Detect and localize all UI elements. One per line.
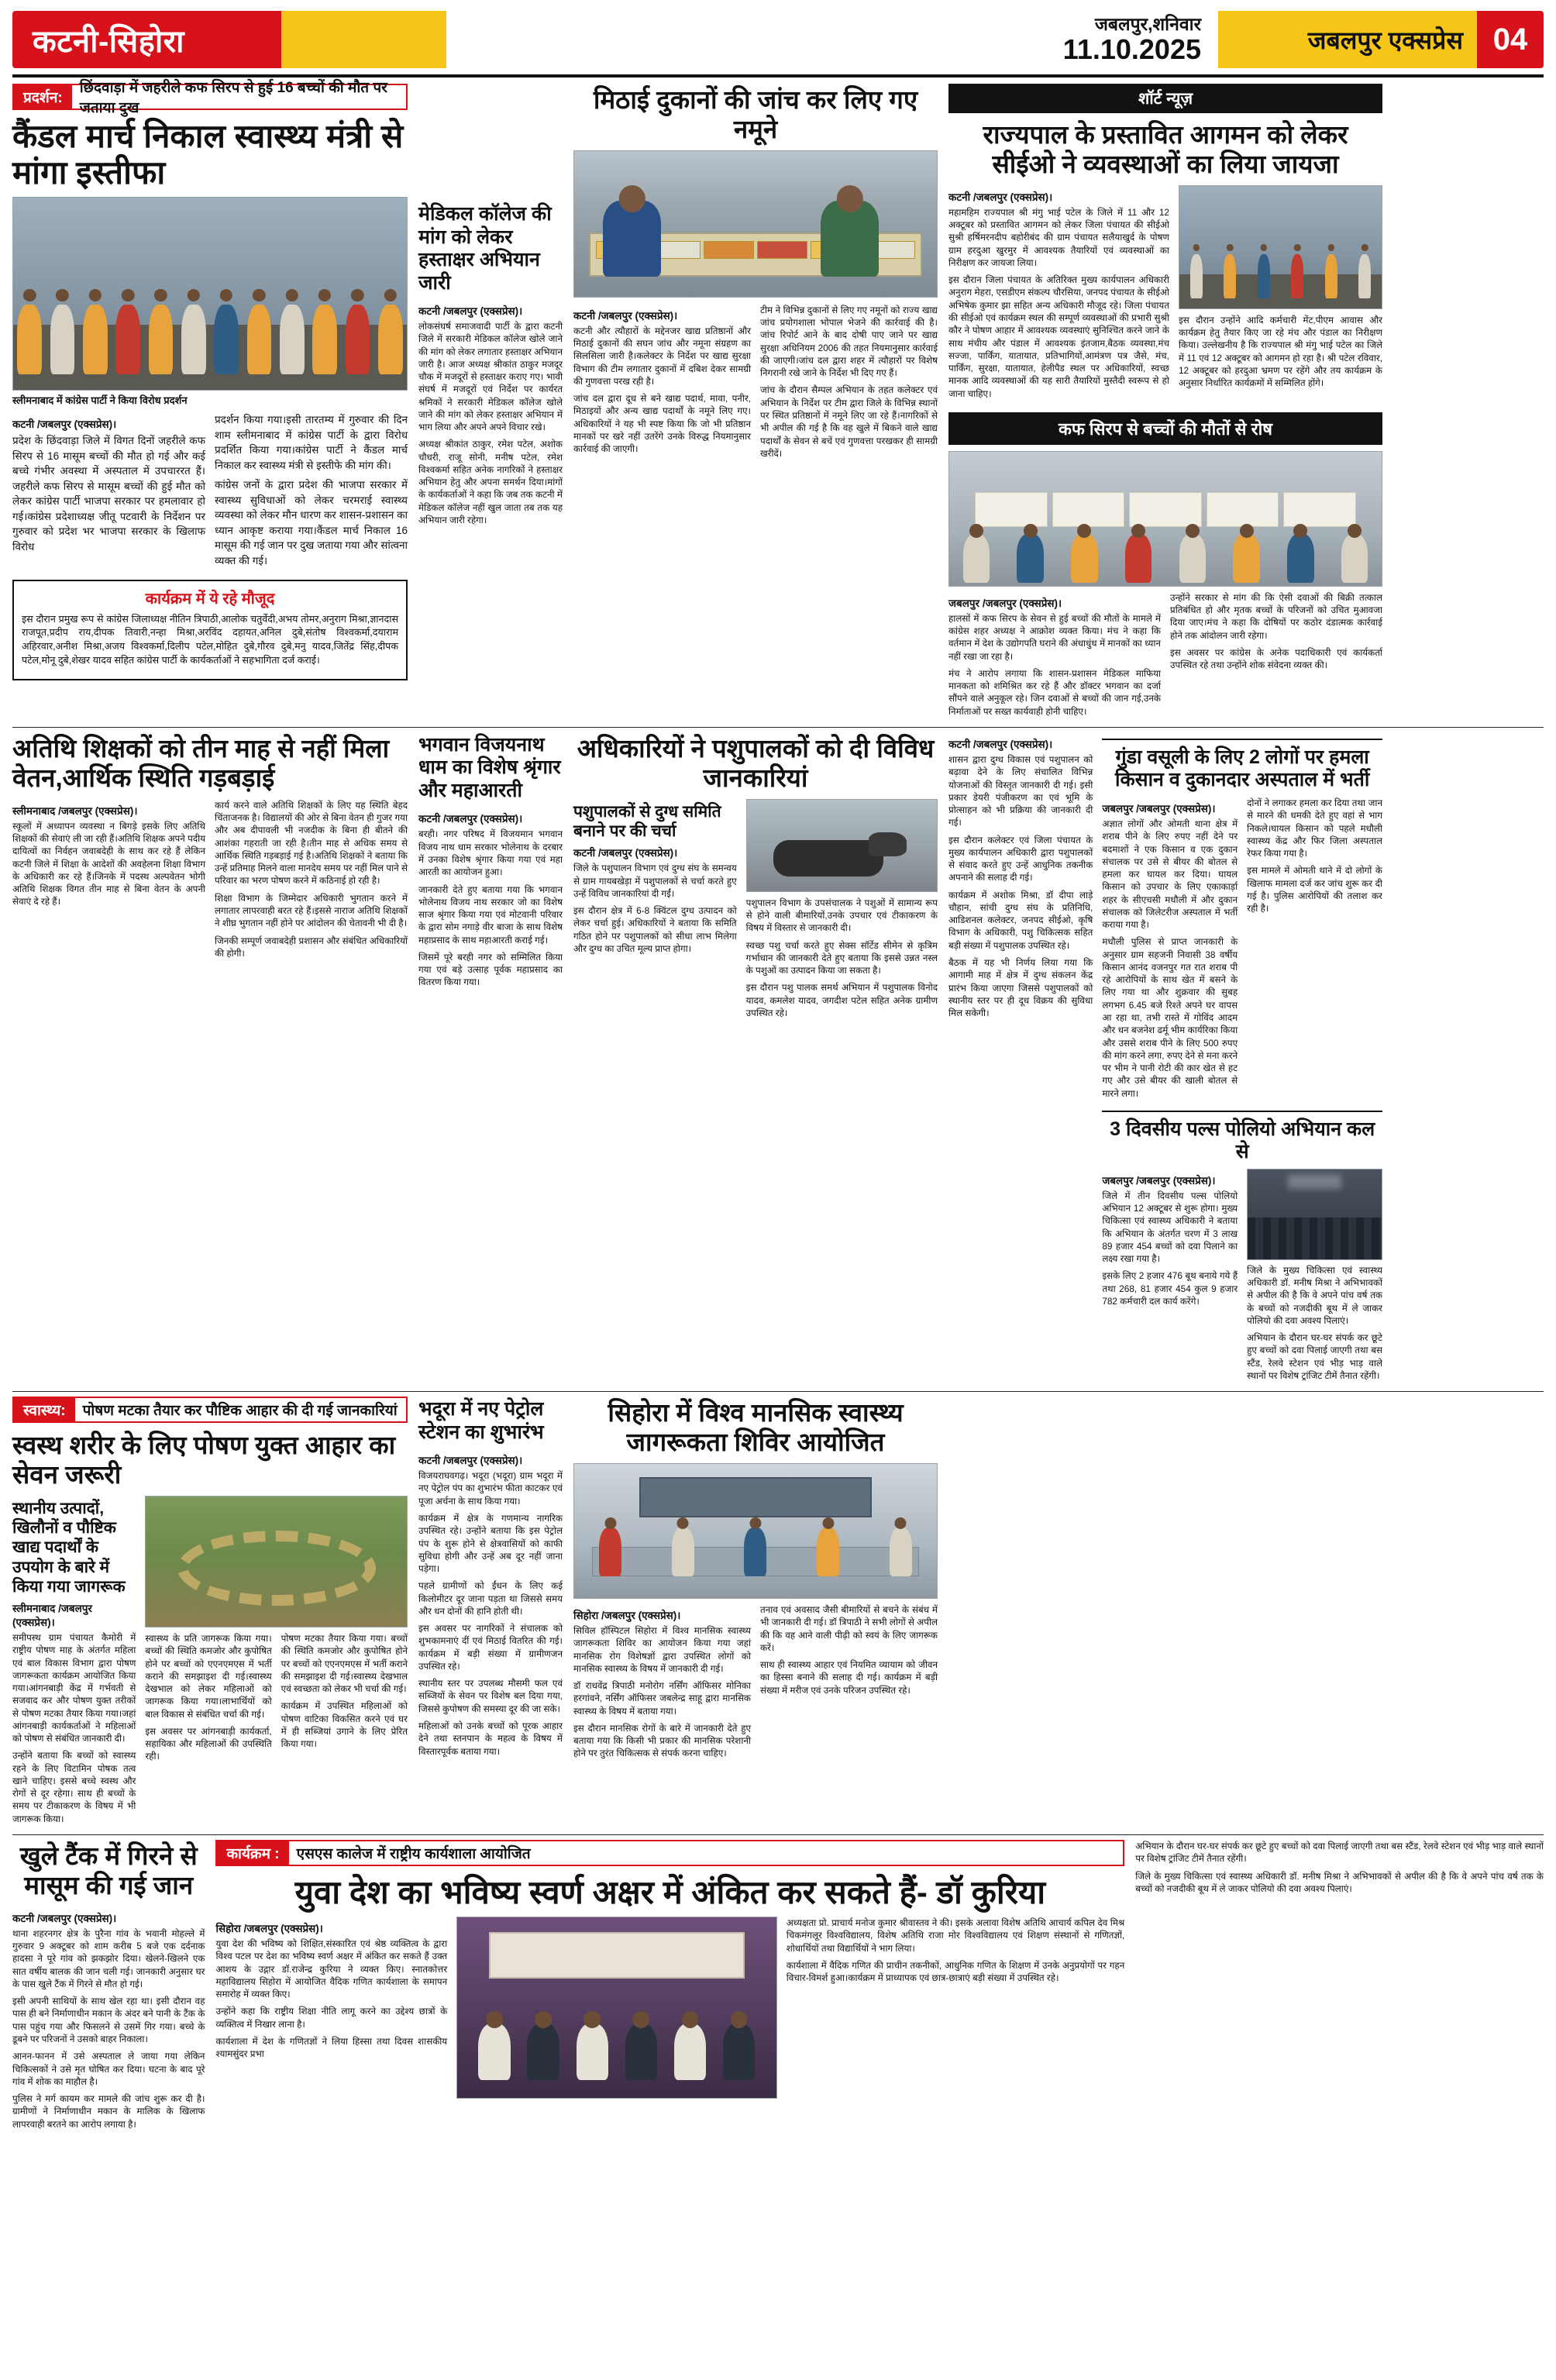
lead-headline: कैंडल मार्च निकाल स्वास्थ्य मंत्री से मांगा इस्तीफा bbox=[12, 118, 404, 191]
masthead-date: 11.10.2025 bbox=[1062, 33, 1201, 65]
nutrition-left bbox=[12, 1496, 136, 1830]
guest-teachers-para-1: स्कूलों में अध्यापन व्यवस्था न बिगड़े इसके लिए अतिथि शिक्षकों की सेवाएं ली जा रही हैं।अतिथि शिक्षक अपने पदीय दायित्वों का निर्वहन जवाबदेही के साथ कर रहे हैं लेकिन कटनी जिले में शिक्षा के आदेशों की अवहेलना शिक्षा विभाग के अधिकारी कर रहे हैं।जिनके में पदस्थ अल्पवेतन भोगी अतिथि शिक्षक विगत तीन माह से बिना वेतन के अपनी सेवाएं दे रहे हैं। bbox=[12, 820, 205, 908]
medical-college-para-1: लोकसंघर्ष समाजवादी पार्टी के द्वारा कटनी जिले में सरकारी मेडिकल कॉलेज खोले जाने की मांग को लेकर लगातार हस्ताक्षर अभियान जारी है। आज अध्यक्ष श्रीकांत ठाकुर मजदूर चौक में मजदूरों से हस्ताक्षर कराए गए। भावी संघर्ष में मजदूरों एवं निर्देश पर कार्यरत श्रमिकों ने सरकारी मेडिकल कॉलेज खोले जाने की मांग को लेकर हस्ताक्षर अभियान में भाग लिया और अपने अपने विचार रखे। bbox=[418, 321, 563, 433]
shortnews-bar: शॉर्ट न्यूज़ bbox=[948, 84, 1382, 113]
shortnews-4-para-4: अभियान के दौरान घर-घर संपर्क कर छूटे हुए बच्चों को दवा पिलाई जाएगी तथा बस स्टैंड, रेलवे स्टेशन एवं भीड़ भाड़ वाले स्थानों पर विशेष ट्रांजिट टीमें तैनात रहेंगी। bbox=[1247, 1332, 1382, 1381]
medical-college-headline: मेडिकल कॉलेज की मांग को लेकर हस्ताक्षर अभियान जारी bbox=[418, 203, 552, 294]
animal-husbandry-para-4: स्वच्छ पशु चर्चा करते हुए सेक्स सॉर्टेड सीमेन से कृत्रिम गर्भाधान की जानकारी देते हुए बताया कि इससे उन्नत नस्ल के पशुओं का उत्पादन किया जा सकता है। bbox=[745, 939, 938, 976]
ss-college-para-5: कार्यशाला में वैदिक गणित की प्राचीन तकनीकों, आधुनिक गणित के शिक्षण में उनके अनुप्रयोगों पर गहन विचार-विमर्श हुआ।कार्यक्रम में प्राध्यापक एवं छात्र-छात्राएं बड़ी संख्या में उपस्थित रहे। bbox=[786, 1959, 1125, 1984]
masthead-brand-band bbox=[1218, 11, 1544, 68]
lead-photo bbox=[12, 197, 408, 391]
vijaynath-para-1: बरही। नगर परिषद में विजयमान भगवान विजय नाथ धाम सरकार भोलेनाथ के दरबार में उनका विशेष श्रृंगार किया गया एवं महा आरती का आयोजन हुआ। bbox=[418, 828, 563, 878]
vijaynath-para-2: जानकारी देते हुए बताया गया कि भगवान भोलेनाथ विजय नाथ सरकार जो का विशेष साज श्रृंगार किया गया एवं मोटवानी परिवार के द्वारा सोम नगाड़े वीर बाजा के साथ विशेष महाप्रसाद के साथ महाआरती कराई गई। bbox=[418, 883, 563, 945]
mental-health-photo bbox=[573, 1463, 938, 1599]
nutrition-para-5: इस अवसर पर आंगनबाड़ी कार्यकर्ता, सहायिका और महिलाओं की उपस्थिति रही। bbox=[145, 1725, 272, 1762]
bhadura-para-3: पहले ग्रामीणों को ईंधन के लिए कई किलोमीटर दूर जाना पड़ता था जिससे समय और धन दोनों की हानि होती थी। bbox=[418, 1580, 563, 1617]
nutrition-right bbox=[145, 1496, 408, 1830]
animal-husbandry-subhead: पशुपालकों से दुग्ध समिति बनाने पर की चर्चा bbox=[573, 802, 721, 841]
shortnews-3-block bbox=[1102, 732, 1382, 1386]
admin-para-2: इस दौरान कलेक्टर एवं जिला पंचायत के मुख्य कार्यपालन अधिकारी द्वारा पशुपालकों से संवाद करते हुए उन्हें आधुनिक तकनीक अपनाने की सलाह दी गई। bbox=[948, 834, 1093, 883]
sweet-shops-photo bbox=[573, 150, 938, 298]
nutrition-para-4: पोषण मटका तैयार किया गया। बच्चों की स्थिति कमजोर और कुपोषित होने पर बच्चों को एएनएमएस में भर्ती कराने की समझाइश दी गई।स्वास्थ्य देखभाल एवं स्वच्छता को लेकर भी चर्चा की गई। bbox=[281, 1633, 408, 1695]
lead-para-1: प्रदेश के छिंदवाड़ा जिले में विगत दिनों जहरीले कफ सिरप से 16 मासूम बच्चों की मौत हो गई और कई बच्चे गंभीर अवस्था में अस्पताल में उपचाररत हैं। जहरीले कफ सिरप से मासूम बच्चों की हुई मौत को लेकर कांग्रेस पार्टी भाजपा सरकार पर हमलावार हो गई।कांग्रेस प्रदेशाध्यक्ष जीतू पटवारी के निर्देशन पर गुरुवार को प्रदेश भर भाजपा सरकार के खिलाफ विरोध bbox=[12, 434, 205, 553]
page-number: 04 bbox=[1477, 11, 1544, 68]
section-rule-3 bbox=[12, 1834, 1544, 1835]
section-rule-2 bbox=[12, 1391, 1544, 1392]
bhadura-column bbox=[418, 1397, 563, 1762]
lower-section bbox=[12, 1397, 1544, 1830]
shortnews-1-headline: राज्यपाल के प्रस्तावित आगमन को लेकर सीईओ ने व्यवस्थाओं का लिया जायजा bbox=[983, 120, 1348, 178]
bhadura-headline: भदूरा में नए पेट्रोल स्टेशन का शुभारंभ bbox=[418, 1398, 544, 1443]
lead-kicker-tag: प्रदर्शन: bbox=[14, 85, 72, 108]
nutrition-para-1: समीपस्थ ग्राम पंचायत कैमोरी में राष्ट्रीय पोषण माह के अंतर्गत महिला एवं बाल विकास विभाग द्वारा पोषण जागरूकता कार्यक्रम आयोजित किया गया।आंगनबाड़ी केंद्र में गर्भवती से सजवाद कर और पोषण युक्त तरीकों से पोषण मटका तैयार किया गया।जहां आंगनबाड़ी कार्यकर्ताओं ने महिलाओं को पोषण से संबंधित जानकारी दी। bbox=[12, 1632, 136, 1745]
shortnews-1-photo bbox=[1179, 185, 1382, 309]
ss-college-kicker-tag: कार्यक्रम : bbox=[217, 1841, 288, 1865]
sweet-shops-headline: मिठाई दुकानों की जांच कर लिए गए नमूने bbox=[593, 85, 918, 143]
shortnews-2-photo bbox=[948, 451, 1382, 587]
lead-kicker bbox=[12, 80, 408, 116]
mental-health-para-4: तनाव एवं अवसाद जैसी बीमारियों से बचने के संबंध में भी जानकारी दी गई। डॉ त्रिपाठी ने सभी लोगों से अपील की कि वह आने वाली पीढ़ी को स्वयं के लिए जागरूक करें। bbox=[760, 1604, 938, 1653]
shortnews-1-para-2: इस दौरान जिला पंचायत के अतिरिक्त मुख्य कार्यपालन अधिकारी अनुराग मेहरा, एसडीएम संकल्प चौरसिया, जनपद पंचायत के सीईओ अभिषेक कुमार झा सहित अन्य अधिकारी मौजूद रहे। जिला पंचायत की सीईओ एवं कार्यक्रम स्थल की सम्पूर्ण व्यवस्थाओं की प्रभारी सुश्री कौर ने पोषण आहार में आवश्यक व्यवस्थाएं सुनिश्चित करने जाने के साथ मंचीय और पंडाल में आवश्यक इंतजाम,बैठक व्यवस्था,मंच सज्जा, पार्किंग, यातायात, प्रतिभागियों,आमंत्रण पत्र जैसे, मंच, पार्किंग, सुरक्षा, यातायात, हेलीपैड स्थल पर अधिकारियों, स्वच्छ मानक आदि व्यवस्थाओं की यह सारी तैयारियों मुस्तैदी स्वरूप से हो जाना चाहिए। bbox=[948, 274, 1169, 399]
admin-and-shortnews-column bbox=[948, 732, 1382, 1386]
sweet-shops-para-1: कटनी और त्यौहारों के मद्देनजर खाद्य प्रतिष्ठानों और मिठाई दुकानों की सघन जांच और नमूना संग्रहण का सिलसिला जारी है।कलेक्टर के निर्देश पर खाद्य सुरक्षा विभाग की टीम लगातार दुकानों में दबिश देकर सामग्री की गुणवत्ता परख रही है। bbox=[573, 325, 751, 387]
ss-college-para-1: युवा देश की भविष्य को शिक्षित,संस्कारित एवं श्रेष्ठ व्यक्तित्व के द्वारा विश्व पटल पर देश का भविष्य स्वर्ण अक्षर में अंकित कर सकते हैं उक्त आशय के उद्गार डॉ.राजेन्द्र कुरिया ने व्यक्त किए। स्नातकोत्तर महाविद्यालय सिहोरा में आयोजित वैदिक गणित कार्यशाला के समापन समारोह में व्यक्त किए। bbox=[215, 1938, 448, 2000]
shortnews-3-para-1: अज्ञात लोगों और ओमती थाना क्षेत्र में शराब पीने के लिए रुपए नहीं देने पर बदमाशों ने एक किसान व एक दुकान संचालक पर उसे से बीयर की बोतल से हमला कर घायल कर दिया। घायल किसान को उपचार के लिए एकाकार्ड़ा शहर के सीएचसी मधौली में और दुकान संचालक को जिलेटरीज अस्पताल में भर्ती कराया गया है। bbox=[1102, 818, 1238, 931]
shortnews-column bbox=[948, 84, 1382, 722]
admin-para-4: बैठक में यह भी निर्णय लिया गया कि आगामी माह में क्षेत्र में दुग्ध संकलन केंद्र प्रारंभ किया जाएगा जिससे पशुपालकों को स्थानीय स्तर पर ही दूध विक्रय की सुविधा मिल सकेगी। bbox=[948, 956, 1093, 1019]
shortnews-3-dateline: जबलपुर /जबलपुर (एक्सप्रेस)। bbox=[1102, 802, 1216, 815]
ss-college-column bbox=[215, 1840, 1124, 2099]
shortnews-2-para-3: उन्होंने सरकार से मांग की कि ऐसी दवाओं की बिक्री तत्काल प्रतिबंधित हो और मृतक बच्चों के परिजनों को उचित मुआवजा दिया जाए।मंच ने कहा कि दोषियों पर कठोर दंडात्मक कार्रवाई होने तक आंदोलन जारी रहेगा। bbox=[1170, 591, 1382, 641]
sweet-shops-para-3: टीम ने विभिन्न दुकानों से लिए गए नमूनों को राज्य खाद्य जांच प्रयोगशाला भोपाल भेजने की कार्रवाई की है। जांच रिपोर्ट आने के बाद दोषी पाए जाने पर खाद्य सुरक्षा अधिनियम 2006 की तहत नियमानुसार कार्रवाई की जाएगी।जांच दल द्वारा शहर में त्यौहारों पर विशेष निगरानी रखे जाने के निर्देश भी दिए गए हैं। bbox=[760, 304, 938, 379]
shortnews-2-para-2: मंच ने आरोप लगाया कि शासन-प्रशासन मेडिकल माफिया मानकता को शमिश्रित कर रहे हैं और डॉक्टर भगवान का दर्जा सौंपने वाले अनुकूल रहे। जिन दवाओं से बच्चों की जान गई,उनके निर्माताओं पर सख्त कार्यवाही होनी चाहिए। bbox=[948, 667, 1161, 717]
lead-text-col-1 bbox=[12, 412, 205, 573]
guest-teachers-column bbox=[12, 732, 408, 964]
shortnews-2-text-col-1 bbox=[948, 591, 1161, 722]
guest-teachers-para-2: कार्य करने वाले अतिथि शिक्षकों के लिए यह स्थिति बेहद चिंताजनक है। विद्यालयों की ओर से बिना वेतन ही गुजर गया और अब दीपावली भी नजदीक के बिना ही बीतने की आशंका गहराती जा रही है।तीन माह से अधिक समय से आर्थिक स्थिति गड़बड़ाई गई है।अतिथि शिक्षकों ने बताया कि उन्हें प्रतिमाह मिलने वाला मानदेय समय पर नहीं मिल पाने से परिवार का भरण पोषण करने में कठिनाई हो रही है। bbox=[215, 799, 408, 887]
lead-para-3: कांग्रेस जनों के द्वारा प्रदेश की भाजपा सरकार में स्वास्थ्य सुविधाओं को लेकर चरमराई स्वास्थ्य व्यवस्था को लेकर मौन धारण कर शासन-प्रशासन का ध्यान आकृष्ट कराया गया।कैंडल मार्च निकाल 16 मासूम की गई जान पर दुख जताया गया और सांत्वना व्यक्त की गई। bbox=[215, 479, 408, 567]
lead-kicker-text: छिंदवाड़ा में जहरीले कफ सिरप से हुई 16 बच्चों की मौत पर जताया दुख bbox=[79, 80, 387, 116]
nutrition-column bbox=[12, 1397, 408, 1830]
nutrition-para-2: उन्होंने बताया कि बच्चों को स्वास्थ्य रहने के लिए विटामिन पोषक तत्व खाने चाहिए। इससे बच्चे स्वस्थ और रोगों से दूर रहेगा। साथ ही बच्चों के समय पर टीकाकरण के विषय में भी जागरूक किया। bbox=[12, 1750, 136, 1824]
tank-headline: खुले टैंक में गिरने से मासूम की गई जान bbox=[19, 1841, 198, 1900]
bottom-right-column bbox=[1135, 1840, 1544, 1900]
guest-teachers-para-4: जिनकी सम्पूर्ण जवाबदेही प्रशासन और संबंधित अधिकारियों की होगी। bbox=[215, 935, 408, 959]
top-section bbox=[12, 80, 1544, 722]
lead-inset-body: इस दौरान प्रमुख रूप से कांग्रेस जिलाध्यक्ष नीतिन त्रिपाठी,आलोक चतुर्वेदी,अभय तोमर,अनुराग मिश्रा,ज्ञानदास राजपूत,प्रदीप राय,दीपक तिवारी,नन्हा मिश्रा,अरविंद दहायत,अनिल दुबे,संतोष विश्वकर्मा,दयाराम अहिरवार,अनीश मिश्रा,अजय विश्वकर्मा,दिलीप पटेल,मोहित दुबे,गौरव दुबे,मनु यादव,जितेंद्र सिंह,दीपक पटेल,मोनू दुबे,शेखर यादव सहित कांग्रेस पार्टी के कार्यकर्ताओं ने सहभागिता दर्ज कराई। bbox=[22, 613, 398, 666]
lead-dateline: कटनी /जबलपुर (एक्सप्रेस)। bbox=[12, 418, 117, 430]
ss-college-headline: युवा देश का भविष्य स्वर्ण अक्षर में अंकित कर सकते हैं- डॉ कुरिया bbox=[294, 1874, 1046, 1911]
ss-college-para-3: कार्यशाला में देश के गणितज्ञों ने लिया हिस्सा तथा दिवस शासकीय श्यामसुंदर प्रभा bbox=[215, 2035, 448, 2060]
guest-teachers-headline: अतिथि शिक्षकों को तीन माह से नहीं मिला वेतन,आर्थिक स्थिति गड़बड़ाई bbox=[12, 733, 390, 792]
ss-college-text-2 bbox=[787, 1917, 1125, 2099]
guest-teachers-dateline: स्लीमनाबाद /जबलपुर (एक्सप्रेस)। bbox=[12, 804, 138, 817]
lead-photo-caption: स्लीमनाबाद में कांग्रेस पार्टी ने किया विरोध प्रदर्शन bbox=[12, 394, 188, 407]
shortnews-4-cont-2: जिले के मुख्य चिकित्सा एवं स्वास्थ्य अधिकारी डॉ. मनीष मिश्रा ने अभिभावकों से अपील की है कि वे अपने पांच वर्ष तक के बच्चों को नजदीकी बूथ में ले जाकर पोलियो की दवा अवश्य पिलाएं। bbox=[1135, 1870, 1544, 1894]
bhadura-para-4: इस अवसर पर नागरिकों ने संचालक को शुभकामनाएं दीं एवं मिठाई वितरित की गई।कार्यक्रम में बड़ी संख्या में ग्रामीणजन उपस्थित रहे। bbox=[418, 1623, 563, 1672]
lower-right-spacer bbox=[948, 1397, 1382, 1404]
shortnews-2-para-4: इस अवसर पर कांग्रेस के अनेक पदाधिकारी एवं कार्यकर्ता उपस्थित रहे तथा उन्होंने शोक संवेदना व्यक्त की। bbox=[1170, 646, 1382, 671]
nutrition-headline: स्वस्थ शरीर के लिए पोषण युक्त आहार का सेवन जरूरी bbox=[12, 1431, 396, 1490]
lead-text-col-2 bbox=[215, 412, 408, 573]
mental-health-headline: सिहोरा में विश्व मानसिक स्वास्थ्य जागरूकता शिविर आयोजित bbox=[608, 1398, 904, 1457]
shortnews-3-para-4: इस मामले में ओमती थाने में दो लोगों के खिलाफ मामला दर्ज कर जांच शुरू कर दी गई है। पुलिस आरोपियों की तलाश कर रही है। bbox=[1247, 865, 1382, 914]
animal-husbandry-para-1: जिले के पशुपालन विभाग एवं दुग्ध संघ के समन्वय से ग्राम गायबखेड़ा में पशुपालकों से चर्चा करते हुए उन्हें विविध जानकारियां दी गईं। bbox=[573, 863, 737, 899]
lead-para-2: प्रदर्शन किया गया।इसी तारतम्य में गुरुवार की दिन शाम स्लीमनाबाद में कांग्रेस पार्टी के द्वारा विरोध प्रदर्शित किया गया।कांग्रेस पार्टी ने कैंडल मार्च निकाल कर स्वास्थ्य मंत्री से इस्तीफे की मांग की। bbox=[215, 413, 408, 471]
sweet-shops-column bbox=[573, 84, 938, 464]
bhadura-dateline: कटनी /जबलपुर (एक्सप्रेस)। bbox=[418, 1455, 523, 1467]
guest-teachers-col-2 bbox=[215, 799, 408, 964]
shortnews-1-dateline: कटनी /जबलपुर (एक्सप्रेस)। bbox=[948, 191, 1053, 203]
admin-para-3: कार्यक्रम में अशोक मिश्रा, डॉ दीपा लाड़े चौहान, सांची दुग्ध संघ के प्रतिनिधि, आडिशनल कलेक्टर, जनपद सीईओ, कृषि विभाग के अधिकारी, पशु चिकित्सक सहित बड़ी संख्या में पशुपालक उपस्थित रहे। bbox=[948, 889, 1093, 951]
medical-college-column bbox=[418, 84, 563, 531]
tank-dateline: कटनी /जबलपुर (एक्सप्रेस)। bbox=[12, 1912, 117, 1924]
ss-college-dateline: सिहोरा /जबलपुर (एक्सप्रेस)। bbox=[215, 1923, 323, 1935]
shortnews-1-text bbox=[948, 185, 1169, 405]
animal-husbandry-headline: अधिकारियों ने पशुपालकों को दी विविध जानकारियां bbox=[577, 733, 935, 792]
sweet-shops-text-col-1 bbox=[573, 304, 751, 464]
shortnews-3-para-3: दोनों ने लगाकर हमला कर दिया तथा जान से मारने की धमकी देते हुए वहां से भाग निकले।घायल किसान को पहले मधौली स्वास्थ्य केंद्र और फिर जिला अस्पताल रेफर किया गया है। bbox=[1247, 797, 1382, 859]
admin-dateline: कटनी /जबलपुर (एक्सप्रेस)। bbox=[948, 738, 1053, 750]
animal-husbandry-right bbox=[746, 799, 938, 1024]
sweet-shops-dateline: कटनी /जबलपुर (एक्सप्रेस)। bbox=[573, 309, 678, 322]
bhadura-para-1: विजयराघवगढ़। भदूरा (भदूरा) ग्राम भदूरा में नए पेट्रोल पंप का शुभारंभ फीता काटकर एवं पूजा अर्चना के साथ किया गया। bbox=[418, 1470, 563, 1507]
shortnews-4-cont-1: अभियान के दौरान घर-घर संपर्क कर छूटे हुए बच्चों को दवा पिलाई जाएगी तथा बस स्टैंड, रेलवे स्टेशन एवं भीड़ भाड़ वाले स्थानों पर विशेष ट्रांजिट टीमें तैनात रहेंगी। bbox=[1135, 1841, 1544, 1865]
vijaynath-para-3: जिसमें पूरे बरही नगर को सम्मिलित किया गया एवं बड़े उत्साह पूर्वक महाप्रसाद का वितरण किया गया। bbox=[418, 951, 563, 988]
sweet-shops-text-col-2 bbox=[760, 304, 938, 464]
shortnews-2-para-1: हालसों में कफ सिरप के सेवन से हुई बच्चों की मौतों के मामले में कांग्रेस शहर अध्यक्ष ने आक्रोश व्यक्त किया। मंच ने कहा कि वर्तमान में देश के उद्योगपति घराने की अंधाधुंध में मानकों का ध्यान नहीं रखा जा रहा है। bbox=[948, 612, 1161, 662]
shortnews-4-para-1: जिले में तीन दिवसीय पल्स पोलियो अभियान 12 अक्टूबर से शुरू होगा। मुख्य चिकित्सा एवं स्वास्थ्य अधिकारी ने बताया कि अभियान के अंतर्गत चरण में 3 लाख 89 हजार 454 बच्चों को दवा पिलाने का लक्ष्य रखा गया है। bbox=[1102, 1190, 1238, 1265]
lead-story-column bbox=[12, 80, 408, 687]
animal-husbandry-para-3: पशुपालन विभाग के उपसंचालक ने पशुओं में सामान्य रूप से होने वाली बीमारियों,उनके उपचार एवं टीकाकरण के विषय में विस्तार से जानकारी दी। bbox=[745, 897, 938, 934]
shortnews-1-right bbox=[1179, 185, 1382, 405]
mental-health-para-5: साथ ही स्वास्थ्य आहार एवं नियमित व्यायाम को जीवन का हिस्सा बनाने की सलाह दी गई। कार्यक्रम में बड़ी संख्या में मरीज एवं उनके परिजन उपस्थित रहे। bbox=[760, 1659, 938, 1696]
ss-college-kicker-text: एसएस कालेज में राष्ट्रीय कार्यशाला आयोजित bbox=[296, 1846, 531, 1863]
ss-college-kicker bbox=[215, 1840, 1124, 1866]
ss-college-photo bbox=[456, 1917, 777, 2099]
mental-health-dateline: सिहोरा /जबलपुर (एक्सप्रेस)। bbox=[573, 1610, 681, 1622]
nutrition-para-3: स्वास्थ्य के प्रति जागरूक किया गया। बच्चों की स्थिति कमजोर और कुपोषित होने पर बच्चों को एएनएमएस में भर्ती कराने की समझाइश दी गई।स्वास्थ्य देखभाल को लेकर महिलाओं को जागरूक किया गया।लाभार्थियों को बाल विकास से संबंधित चर्चा की गई। bbox=[145, 1633, 272, 1720]
shortnews-4-dateline: जबलपुर /जबलपुर (एक्सप्रेस)। bbox=[1102, 1174, 1216, 1187]
masthead bbox=[12, 11, 1544, 68]
masthead-brand: जबलपुर एक्सप्रेस bbox=[1307, 26, 1463, 54]
animal-husbandry-column bbox=[573, 732, 938, 1024]
nutrition-kicker-tag: स्वास्थ्य: bbox=[14, 1398, 75, 1421]
tank-column bbox=[12, 1840, 205, 2135]
masthead-date-block bbox=[446, 11, 1218, 68]
shortnews-2-text-col-2 bbox=[1170, 591, 1382, 722]
shortnews-1-para-3: इस दौरान उन्होंने आदि कर्मचारी मेंट,पीएम आवास और कार्यक्रम हेतु तैयार किए जा रहे मंच और पंडाल का निरीक्षण किया। उल्लेखनीय है कि राज्यपाल श्री मंगु भाई पटेल का जिले में 11 एवं 12 अक्टूबर को आगमन हो रहा है। श्री पटेल रविवार, 12 अक्टूबर को हरदुआ भ्रमण पर रहेंगे और तय कार्यक्रम के अनुसार निर्धारित कार्यक्रमों में सम्मिलित होंगे। bbox=[1178, 314, 1382, 389]
nutrition-mid-2: स्थानीय स्तर पर उपलब्ध मौसमी फल एवं सब्जियों के सेवन पर विशेष बल दिया गया, जिससे कुपोषण की समस्या दूर की जा सके। bbox=[418, 1678, 563, 1714]
sweet-shops-para-2: जांच दल द्वारा दूध से बने खाद्य पदार्थ, मावा, पनीर, मिठाइयों और अन्य खाद्य पदार्थों के नमूने लिए गए। अधिकारियों ने यह भी स्पष्ट किया कि जो भी प्रतिष्ठान मानकों पर खरे नहीं उतरेंगे उनके विरुद्ध नियमानुसार कार्रवाई की जाएगी। bbox=[573, 393, 751, 455]
ss-college-para-2: उन्होंने कहा कि राष्ट्रीय शिक्षा नीति लागू करने का उद्देश्य छात्रों के व्यक्तित्व में निखार लाना है। bbox=[215, 2006, 448, 2030]
ss-college-para-4: अध्यक्षता प्रो. प्राचार्य मनोज कुमार श्रीवास्तव ने की। इसके अलावा विशेष अतिथि आचार्य कपिल देव मिश्र चिकमंगलूर विश्वविद्यालय, विशेष अतिथि राजा मोर विश्वविद्यालय एवं शिक्षण संस्थानों से गणितज्ञों, शोधार्थियों तथा विद्यार्थियों ने भाग लिया। bbox=[786, 1917, 1125, 1954]
tank-para-4: पुलिस ने मर्ग कायम कर मामले की जांच शुरू कर दी है।ग्रामीणों ने निर्माणाधीन मकान के मालिक के खिलाफ लापरवाही बरतने का आरोप लगाया है। bbox=[12, 2093, 205, 2130]
nutrition-photo bbox=[145, 1496, 408, 1627]
animal-husbandry-para-2: इस दौरान क्षेत्र में 6-8 क्विंटल दुग्ध उत्पादन को लेकर चर्चा हुई। अधिकारियों ने बताया कि समिति गठित होने पर पशुपालकों को सीधा लाभ मिलेगा और दुग्ध का उचित मूल्य प्राप्त होगा। bbox=[573, 905, 737, 954]
shortnews-2-headline: कफ सिरप से बच्चों की मौतों से रोष bbox=[948, 412, 1382, 445]
nutrition-dateline: स्लीमनाबाद /जबलपुर (एक्सप्रेस)। bbox=[12, 1603, 92, 1629]
nutrition-mid-3: महिलाओं को उनके बच्चों को पूरक आहार देने तथा स्तनपान के महत्व के विषय में विस्तारपूर्वक बताया गया। bbox=[418, 1720, 563, 1757]
sweet-shops-para-4: जांच के दौरान सैम्पल अभियान के तहत कलेक्टर एवं अभियान के निर्देश पर टीम द्वारा जिले के विभिन्न स्थानों पर स्थित प्रतिष्ठानों में नमूने लिए जा रहे हैं।नागरिकों से भी अपील की गई है कि वह खुले में बिकने वाले खाद्य पदार्थों के सेवन से बचें एवं गुणवत्ता परखकर ही सामग्री खरीदें। bbox=[760, 384, 938, 459]
vijaynath-column bbox=[418, 732, 563, 994]
animal-husbandry-photo bbox=[746, 799, 938, 892]
masthead-city-band bbox=[12, 11, 446, 68]
guest-teachers-para-3: शिक्षा विभाग के जिम्मेदार अधिकारी भुगतान करने में लगातार लापरवाही बरत रहे हैं।इससे नाराज अतिथि शिक्षकों ने शीघ्र भुगतान नहीं होने पर आंदोलन की चेतावनी भी दी है। bbox=[215, 892, 408, 929]
animal-husbandry-para-5: इस दौरान पशु पालक समर्थ अभियान में पशुपालक विनोद यादव, कमलेश यादव, जगदीश पटेल सहित अनेक ग्रामीण उपस्थित रहे। bbox=[745, 982, 938, 1018]
nutrition-subhead: स्थानीय उत्पादों, खिलौनों व पौष्टिक खाद्य पदार्थों के उपयोग के बारे में किया गया जागरूक bbox=[12, 1500, 126, 1596]
vijaynath-headline: भगवान विजयनाथ धाम का विशेष श्रृंगार और महाआरती bbox=[418, 733, 561, 801]
mental-health-para-2: डॉ राधवेंद्र त्रिपाठी मनोरोग नर्सिंग ऑफिसर मोनिका हरगांवने, नर्सिंग ऑफिसर जबलेन्द्र साहू द्वारा मानसिक स्वास्थ्य के विषय में बताया गया। bbox=[573, 1680, 751, 1717]
shortnews-4-headline: 3 दिवसीय पल्स पोलियो अभियान कल से bbox=[1110, 1118, 1375, 1163]
animal-husbandry-left bbox=[573, 799, 737, 1024]
admin-info-column bbox=[948, 732, 1093, 1386]
admin-para-1: शासन द्वारा दुग्ध विकास एवं पशुपालन को बढ़ावा देने के लिए संचालित विभिन्न योजनाओं की विस्तृत जानकारी दी गई। इसी प्रकार डेयरी पंजीकरण का एवं भूमि के प्रोत्साहन को भी प्रक्रिया की जानकारी दी गई। bbox=[948, 753, 1093, 828]
section-rule-1 bbox=[12, 727, 1544, 728]
masthead-city: कटनी-सिहोरा bbox=[33, 24, 184, 59]
mental-health-para-3: इस दौरान मानसिक रोगों के बारे में जानकारी देते हुए बताया गया कि किसी भी प्रकार की मानसिक परेशानी होने पर तुरंत चिकित्सक से संपर्क करना चाहिए। bbox=[573, 1722, 751, 1759]
shortnews-3-para-2: मधौली पुलिस से प्राप्त जानकारी के अनुसार ग्राम सहजनी निवासी 38 वर्षीय किसान आनंद वजनपुर गत रात शराब पी रहे आरोपियों के साथ खेत में बसने के लिए गया था और शुक्रवार की सुबह लगभग 6.45 बजे रिश्ते अपने घर वापस आ रहा था, तभी रास्ते में गोविंद आदम और धन बजनेश ढर्मू भीम कार्यरिका किया और उससे शराब पीने के लिए 500 रुपए की मांग करने लगा, रुपए देने से मना करने पर भीम ने पानी रोटी की कार खेत से हट गए और उसे बीयर की खाली बोतल से मारने लगा। bbox=[1102, 936, 1238, 1099]
shortnews-4-photo bbox=[1247, 1169, 1382, 1260]
lead-inset-title: कार्यक्रम में ये रहे मौजूद bbox=[145, 590, 275, 608]
nutrition-kicker bbox=[12, 1397, 408, 1423]
shortnews-4-para-3: जिले के मुख्य चिकित्सा एवं स्वास्थ्य अधिकारी डॉ. मनीष मिश्रा ने अभिभावकों से अपील की है कि वे अपने पांच वर्ष तक के बच्चों को नजदीकी बूथ में ले जाकर पोलियो की दवा अवश्य पिलाएं। bbox=[1247, 1264, 1382, 1326]
medical-college-dateline: कटनी /जबलपुर (एक्सप्रेस)। bbox=[418, 305, 523, 317]
bottom-section bbox=[12, 1840, 1544, 2135]
middle-section bbox=[12, 732, 1544, 1386]
vijaynath-dateline: कटनी /जबलपुर (एक्सप्रेस)। bbox=[418, 813, 523, 825]
mental-health-para-1: सिविल हॉस्पिटल सिहोरा में विश्व मानसिक स्वास्थ्य जागरूकता शिविर का आयोजन किया गया जहां मानसिक रोग विशेषज्ञों द्वारा उपस्थित लोगों को मानसिक स्वास्थ्य के विषय में जानकारी दी गई। bbox=[573, 1625, 751, 1674]
ss-college-photo-wrap bbox=[456, 1917, 777, 2099]
tank-para-2: इसी अपनी साथियों के साथ खेल रहा था। इसी दौरान वह पास ही बने निर्माणाधीन मकान के अंदर बने पानी के टैंक के पास पहुंच गया और फिसलने से उसमें गिर गया। बच्चे के डूबने पर परिजनों ने उसको बाहर निकाला। bbox=[12, 1996, 205, 2045]
shortnews-2-dateline: जबलपुर /जबलपुर (एक्सप्रेस)। bbox=[948, 597, 1062, 609]
ss-college-text-1 bbox=[215, 1917, 447, 2099]
tank-para-3: आनन-फानन में उसे अस्पताल ले जाया गया लेकिन चिकित्सकों ने उसे मृत घोषित कर दिया। घटना के बाद पूरे गांव में शोक का माहौल है। bbox=[12, 2051, 205, 2087]
masthead-place: जबलपुर,शनिवार bbox=[1094, 13, 1201, 34]
animal-husbandry-dateline: कटनी /जबलपुर (एक्सप्रेस)। bbox=[573, 847, 678, 859]
guest-teachers-col-1 bbox=[12, 799, 205, 964]
shortnews-3-headline: गुंडा वसूली के लिए 2 लोगों पर हमला किसान व दुकानदार अस्पताल में भर्ती bbox=[1115, 746, 1370, 791]
tank-para-1: थाना शहरनगर क्षेत्र के पुरैना गांव के भवानी मोहल्ले में गुरुवार 9 अक्टूबर को शाम करीब 5 बजे एक दर्दनाक हादसा ने पूरे गांव को झकझोर दिया। खेलने-खिलने एक सात वर्षीय बालक की जान चली गई। जानकारी अनुसार घर के पास खुले टैंक में गिरने से मौत हो गई। bbox=[12, 1927, 205, 1989]
lead-inset-box bbox=[12, 580, 408, 681]
bhadura-para-2: कार्यक्रम में क्षेत्र के गणमान्य नागरिक उपस्थित रहे। उन्होंने बताया कि इस पेट्रोल पंप के शुरू होने से क्षेत्रवासियों को काफी सुविधा होगी और उन्हें अब दूर नहीं जाना पड़ेगा। bbox=[418, 1513, 563, 1575]
shortnews-1-para-1: महामहिम राज्यपाल श्री मंगु भाई पटेल के जिले में 11 और 12 अक्टूबर को प्रस्तावित आगमन को लेकर जिला पंचायत की सीईओ सुश्री हर्षिमरनदीप बहोरीबंद की ग्राम पंचायत सलैयाखुर्द के पोषण ग्राम हरदुआ खुरमुर में आवश्यक तैयारियों एवं व्यवस्थाओं का निरीक्षण कर जायजा लिया। bbox=[948, 206, 1169, 268]
shortnews-4-para-2: इसके लिए 2 हजार 476 बूथ बनाये गये हैं तथा 268, 81 हजार 454 कुल 9 हजार 782 कर्मचारी दल कार्य करेंगे। bbox=[1102, 1270, 1238, 1307]
nutrition-mid-1: कार्यक्रम में उपस्थित महिलाओं को पोषण वाटिका विकसित करने एवं घर में ही सब्जियां उगाने के लिए प्रेरित किया गया। bbox=[281, 1700, 408, 1750]
medical-college-para-2: अध्यक्ष श्रीकांत ठाकुर, रमेश पटेल, अशोक चौधरी, राजू सोनी, मनीष पटेल, रमेश विश्वकर्मा सहित अनेक नागरिकों ने हस्ताक्षर अभियान हेतु और अपना समर्थन दिया।मांगों के कार्यकर्ताओं ने कहा कि जब तक कटनी में मेडिकल कॉलेज नहीं खुल जाता तब तक यह अभियान जारी रहेगा। bbox=[418, 439, 563, 525]
nutrition-kicker-text: पोषण मटका तैयार कर पौष्टिक आहार की दी गई जानकारियां bbox=[82, 1403, 398, 1420]
mental-health-column bbox=[573, 1397, 938, 1765]
